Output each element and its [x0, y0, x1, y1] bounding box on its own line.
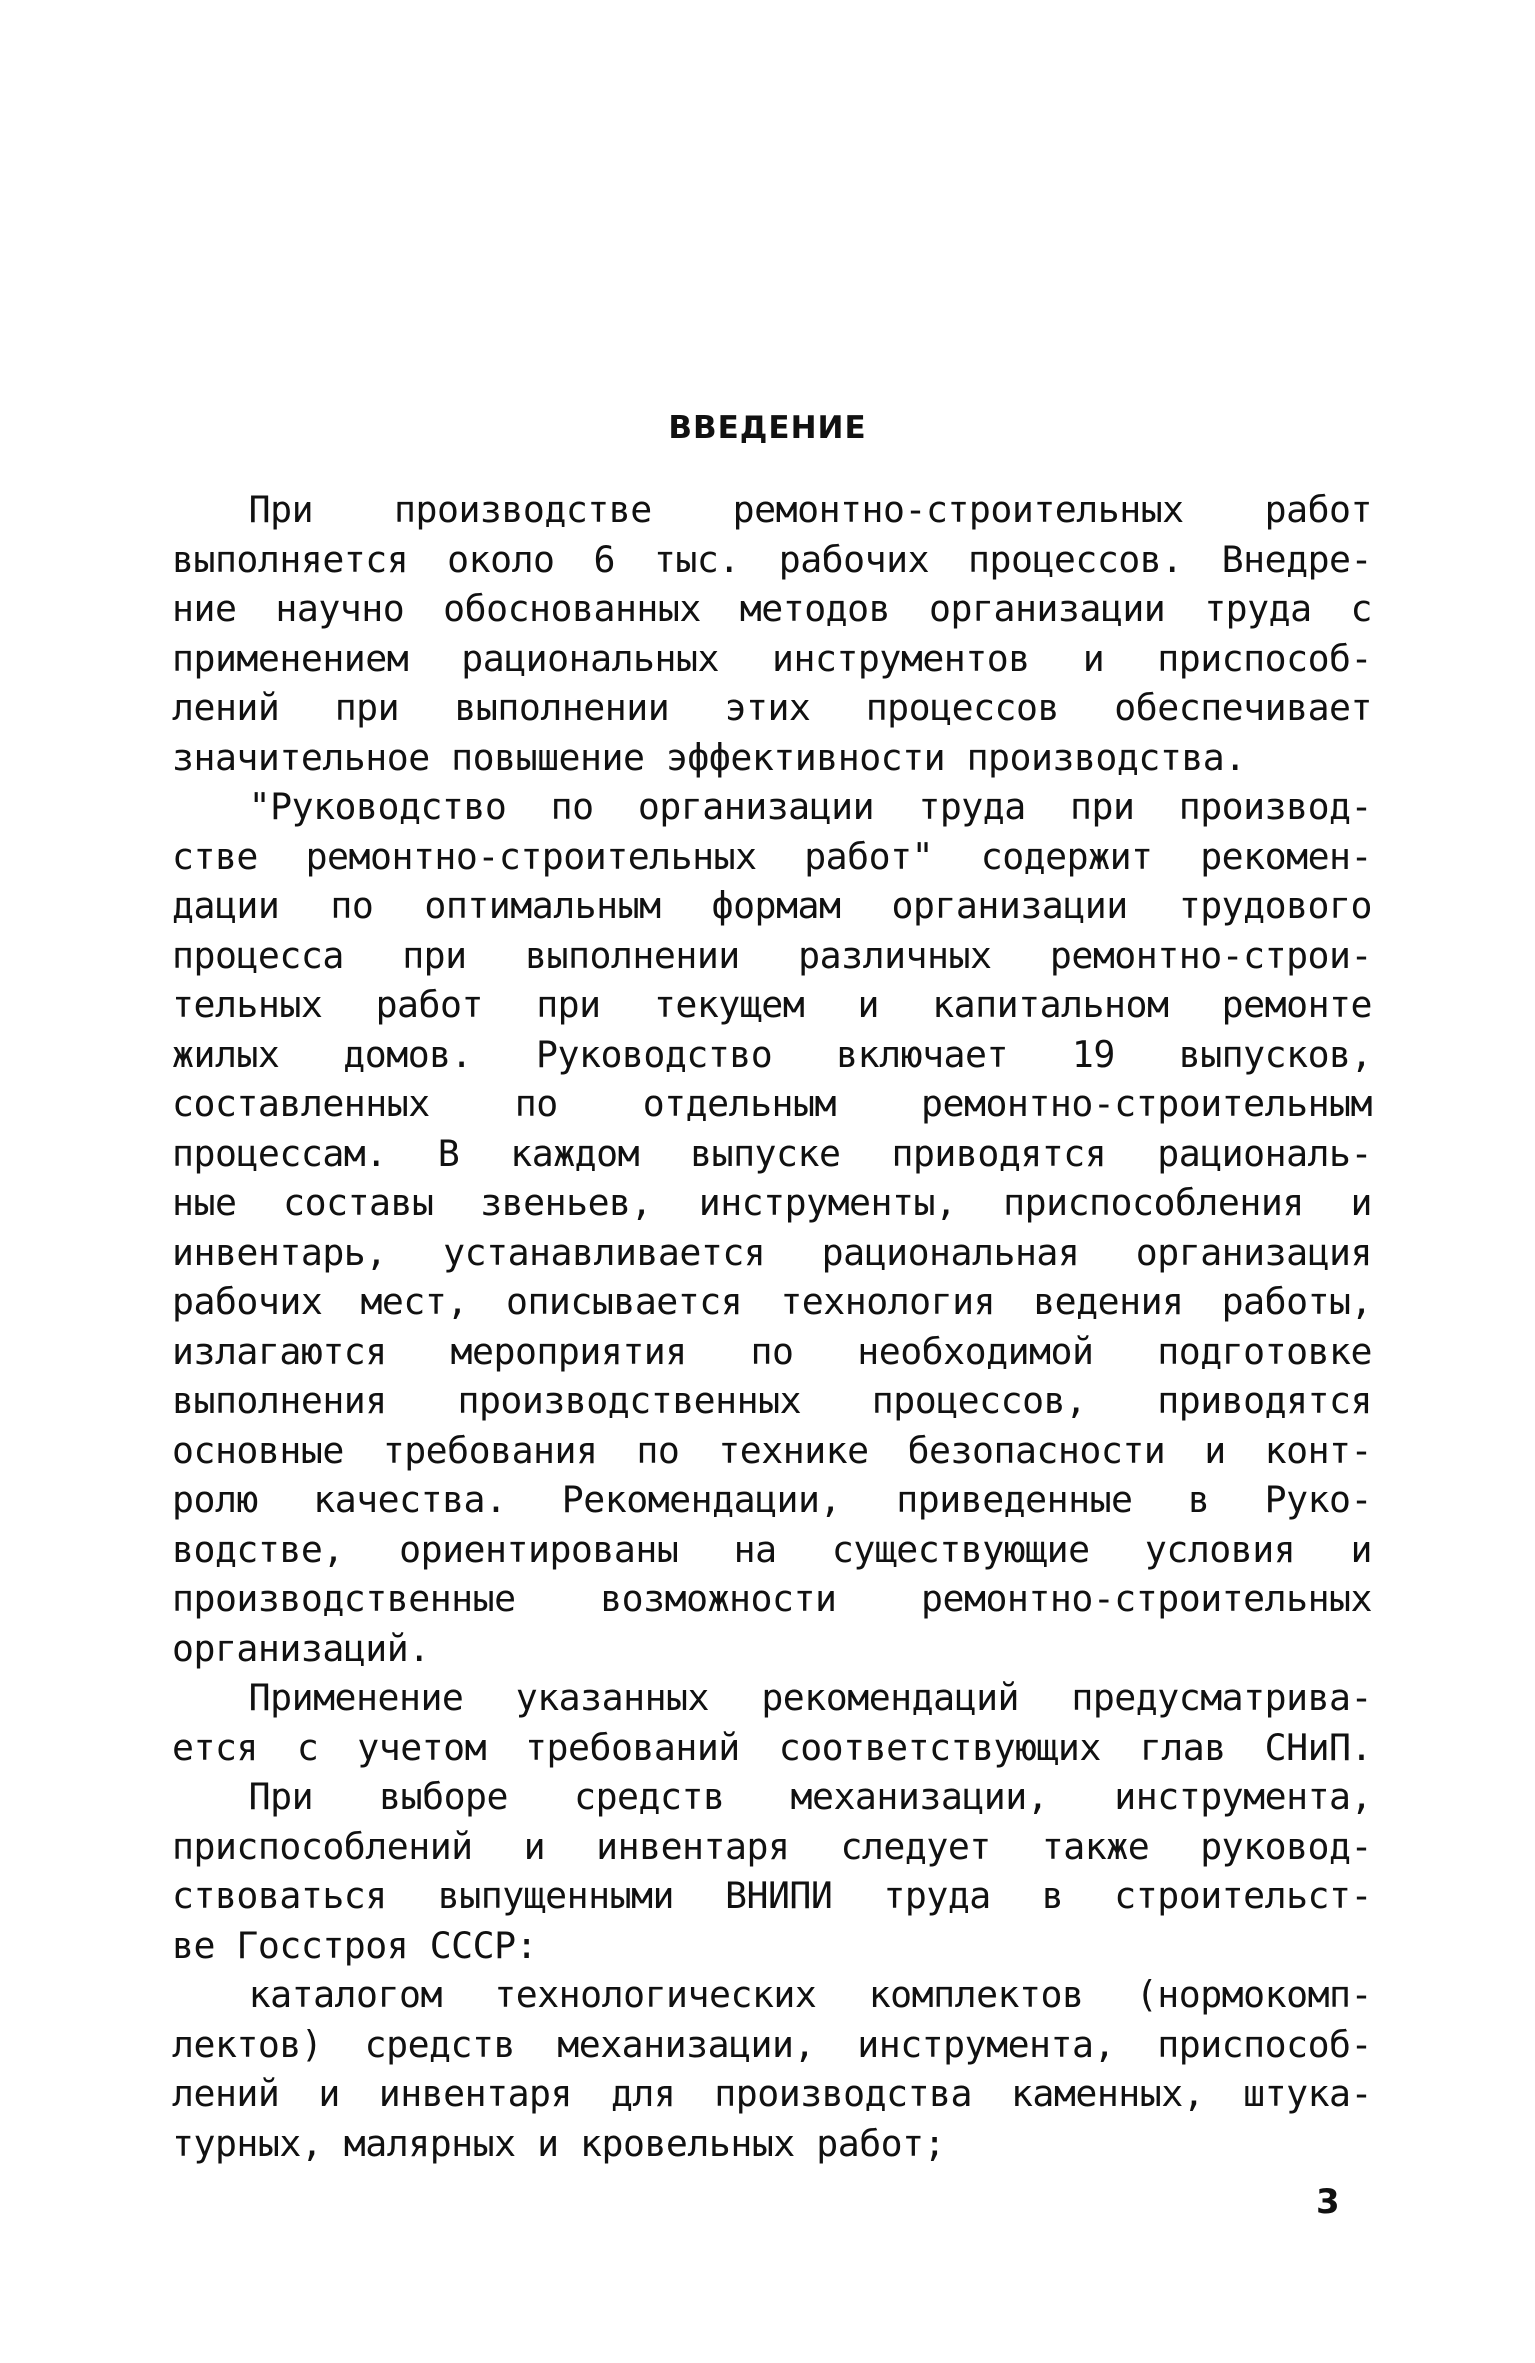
- text-line: приспособлений и инвентаря следует также руковод-: [172, 1824, 1372, 1868]
- text-line: ролю качества. Рекомендации, приведенные в Руко-: [172, 1478, 1372, 1521]
- text-line: составленных по отдельным ремонтно-строительным: [172, 1082, 1372, 1125]
- text-line: процессам. В каждом выпуске приводятся рациональ-: [172, 1131, 1372, 1175]
- text-line: основные требования по технике безопасности и конт-: [172, 1428, 1372, 1472]
- text-line: ется с учетом требований соответствующих глав СНиП.: [172, 1725, 1372, 1769]
- text-line: значительное повышение эффективности производства.: [172, 735, 1246, 779]
- text-line: водстве, ориентированы на существующие условия и: [172, 1527, 1372, 1571]
- text-line: производственные возможности ремонтно-строительных: [172, 1577, 1372, 1620]
- text-line: процесса при выполнении различных ремонтно-строи-: [172, 933, 1372, 977]
- section-heading: ВВЕДЕНИЕ: [668, 410, 867, 446]
- text-line: излагаются мероприятия по необходимой подготовке: [172, 1329, 1372, 1373]
- text-line: рабочих мест, описывается технология ведения работы,: [172, 1280, 1372, 1323]
- text-line: организаций.: [172, 1626, 430, 1670]
- text-line: При производстве ремонтно-строительных работ: [248, 488, 1372, 531]
- text-line: инвентарь, устанавливается рациональная организация: [172, 1230, 1372, 1274]
- text-line: каталогом технологических комплектов (нормокомп-: [248, 1973, 1372, 2016]
- text-line: турных, малярных и кровельных работ;: [172, 2121, 946, 2165]
- text-line: стве ремонтно-строительных работ" содержит рекомен-: [172, 834, 1372, 878]
- text-line: тельных работ при текущем и капитальном ремонте: [172, 983, 1372, 1026]
- page-number: 3: [1316, 2182, 1340, 2222]
- text-line: дации по оптимальным формам организации трудового: [172, 884, 1372, 927]
- text-line: лектов) средств механизации, инструмента, приспособ-: [172, 2022, 1372, 2066]
- text-line: выполнения производственных процессов, приводятся: [172, 1379, 1372, 1422]
- text-line: лений и инвентаря для производства каменных, штука-: [172, 2072, 1372, 2115]
- text-line: ве Госстроя СССР:: [172, 1923, 538, 1967]
- text-line: "Руководство по организации труда при производ-: [248, 785, 1372, 828]
- text-line: При выборе средств механизации, инструмента,: [248, 1775, 1372, 1818]
- text-line: Применение указанных рекомендаций предусматрива-: [248, 1676, 1372, 1719]
- text-line: лений при выполнении этих процессов обеспечивает: [172, 686, 1372, 729]
- body-text: [172, 485, 1372, 2168]
- text-line: жилых домов. Руководство включает 19 выпусков,: [172, 1032, 1372, 1076]
- text-line: ние научно обоснованных методов организации труда с: [172, 587, 1372, 630]
- text-line: применением рациональных инструментов и приспособ-: [172, 636, 1372, 680]
- text-line: выполняется около 6 тыс. рабочих процессов. Внедре-: [172, 537, 1372, 581]
- text-line: ствоваться выпущенными ВНИПИ труда в строительст-: [172, 1874, 1372, 1917]
- text-line: ные составы звеньев, инструменты, приспособления и: [172, 1181, 1372, 1224]
